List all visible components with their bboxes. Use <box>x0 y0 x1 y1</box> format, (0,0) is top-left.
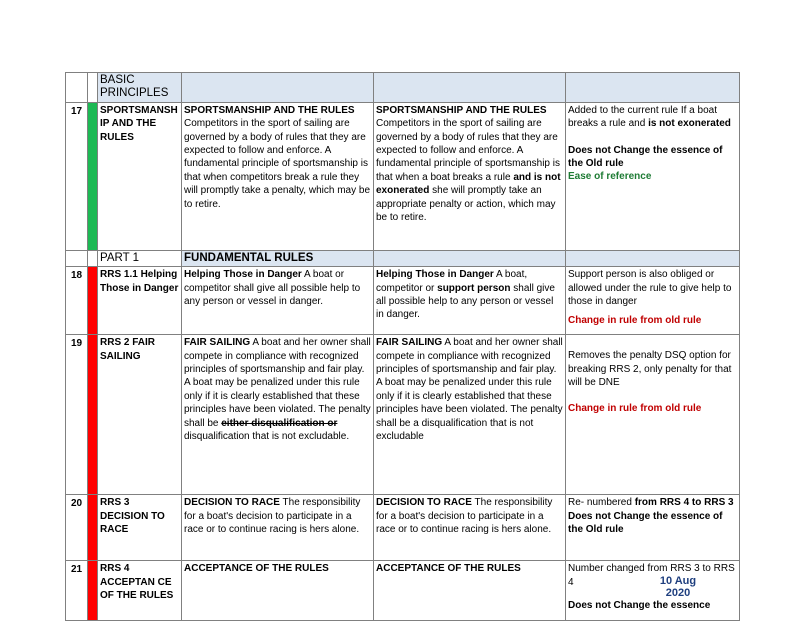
old-rule-title: SPORTSMANSHIP AND THE RULES <box>184 104 355 116</box>
remarks-cell: Removes the penalty DSQ option for breaking RRS 2, only penalty for that will be DNE Change in rule from old rule <box>566 335 740 495</box>
new-rule-cell: ACCEPTANCE OF THE RULES <box>374 561 566 621</box>
row-number: 20 <box>66 495 88 561</box>
section-header-row <box>66 250 740 266</box>
remarks-cell: Number changed from RRS 3 to RRS 4 10 Aug 2020 Does not Change the essence <box>566 561 740 621</box>
table-row <box>66 102 740 250</box>
table-row <box>66 267 740 335</box>
old-rule-text: Competitors in the sport of sailing are governed by a body of rules that they are expected to follow and enforce. A fundamental principle of sportsmanship is that when competitors break a rule they will promptly take a penalty, which may be to retire. <box>184 118 371 210</box>
change-note: Change in rule from old rule <box>568 315 702 327</box>
part-title: FUNDAMENTAL RULES <box>182 250 374 266</box>
section-header-row <box>66 73 740 103</box>
new-rule-title: SPORTSMANSHIP AND THE RULES <box>376 104 547 116</box>
table-row <box>66 495 740 561</box>
remarks-cell: Support person is also obliged or allowed under the rule to give help to those in danger Change in rule from old rule <box>566 267 740 335</box>
new-rule-cell: SPORTSMANSHIP AND THE RULES Competitors in the sport of sailing are governed by a body of rules that they are expected to follow and enforce. A fundamental principle of sportsmanship is that when a boat breaks a rule and is not exonerated she will promptly take an appropriate penalty or action, which may be to retire. <box>374 102 566 250</box>
ease-of-reference-note: Ease of reference <box>568 171 652 183</box>
rule-name: RRS 3 DECISION TO RACE <box>98 495 182 561</box>
row-number: 18 <box>66 267 88 335</box>
section-title: BASIC PRINCIPLES <box>98 73 182 103</box>
new-rule-cell: FAIR SAILING A boat and her owner shall compete in compliance with recognized principles of sportsmanship and fair play. A boat may be penalized under this rule only if it is clearly established that these principles have been violated. The penalty shall be a disqualification that is not excludable <box>374 335 566 495</box>
new-rule-cell: Helping Those in Danger A boat, competitor or support person shall give all possible help to any person or vessel in danger. <box>374 267 566 335</box>
row-number: 19 <box>66 335 88 495</box>
rule-name: RRS 1.1 Helping Those in Danger <box>98 267 182 335</box>
row-number: 17 <box>66 102 88 250</box>
rule-name: SPORTSMANSH IP AND THE RULES <box>98 102 182 250</box>
old-rule-cell: FAIR SAILING A boat and her owner shall compete in compliance with recognized principles of sportsmanship and fair play. A boat may be penalized under this rule only if it is clearly established that these principles have been violated. The penalty shall be either disqualification or disqualification that is not excludable. <box>182 335 374 495</box>
rules-comparison-table <box>65 72 740 621</box>
change-note: Change in rule from old rule <box>568 403 702 415</box>
rule-name: RRS 4 ACCEPTAN CE OF THE RULES <box>98 561 182 621</box>
rule-name: RRS 2 FAIR SAILING <box>98 335 182 495</box>
status-indicator-green <box>88 102 98 250</box>
row-number: 21 <box>66 561 88 621</box>
status-indicator-red <box>88 495 98 561</box>
remarks-cell: Added to the current rule If a boat breaks a rule and is not exonerated Does not Change the essence of the Old rule Ease of reference <box>566 102 740 250</box>
old-rule-cell: Helping Those in Danger A boat or competitor shall give all possible help to any person or vessel in danger. <box>182 267 374 335</box>
status-indicator-red <box>88 267 98 335</box>
remarks-cell: Re- numbered from RRS 4 to RRS 3 Does not Change the essence of the Old rule <box>566 495 740 561</box>
table-row <box>66 335 740 495</box>
row-number <box>66 73 88 103</box>
old-rule-cell: DECISION TO RACE The responsibility for a boat's decision to participate in a race or to continue racing is hers alone. <box>182 495 374 561</box>
new-rule-cell: DECISION TO RACE The responsibility for a boat's decision to participate in a race or to continue racing is hers alone. <box>374 495 566 561</box>
struck-text: either disqualification or <box>221 417 338 429</box>
part-label: PART 1 <box>98 250 182 266</box>
status-indicator-red <box>88 335 98 495</box>
status-indicator <box>88 73 98 103</box>
old-rule-cell: ACCEPTANCE OF THE RULES <box>182 561 374 621</box>
date-stamp: 10 Aug 2020 <box>659 575 697 600</box>
old-rule-cell <box>182 102 374 250</box>
